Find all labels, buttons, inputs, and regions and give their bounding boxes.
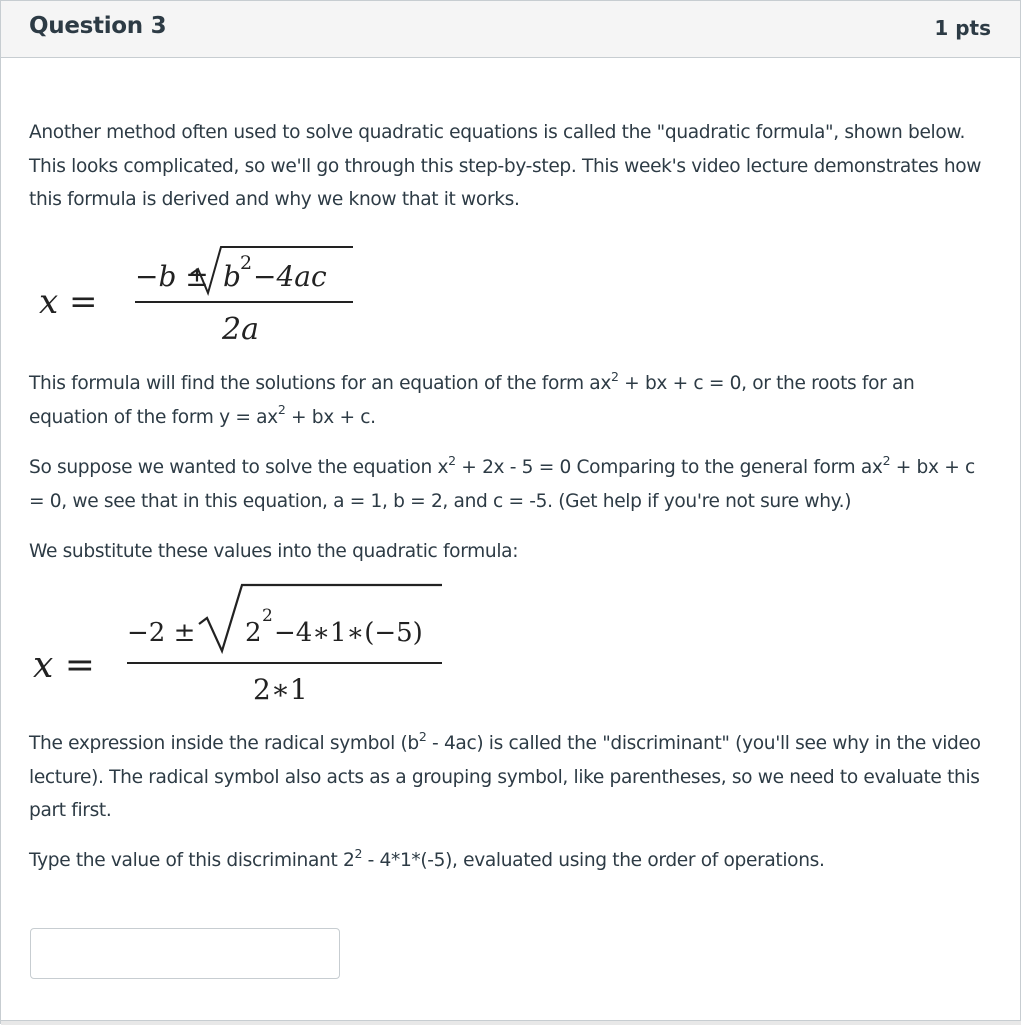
question-points: 1 pts [934,16,991,40]
form-paragraph: This formula will find the solutions for an equation of the form $ax^2$ + bx + c = 0, or the roots for an equation of the form $y = ax^2$ + bx + c. [29,368,915,428]
answer-input[interactable] [30,928,340,979]
formula-denominator: 2a [222,312,259,347]
substituted-radicand-rest: −4∗1∗(−5) [274,618,423,648]
substituted-radicand-base: 2 [245,618,262,648]
question-header [1,1,1020,58]
intro-paragraph: Another method often used to solve quadratic equations is called the "quadratic formula", shown below. This looks complicated, so we'll go through this step-by-step. This week's video lecture demonstrates how this formula is derived and why we know that it works. [29,122,982,210]
formula-numerator-prefix: −b ± [135,260,209,293]
formula-radicand-exp: 2 [240,252,253,274]
substituted-denominator: 2∗1 [253,673,308,706]
question-footer-border [1,1020,1021,1025]
formula-radicand-rest: −4ac [253,260,327,293]
substituted-lhs: x = [33,645,95,686]
example-paragraph: So suppose we wanted to solve the equation $x^2 + 2x - 5 = 0$ Comparing to the general form $ax^2$ + bx + c = 0, we see that in this equation, a = 1, b = 2, and c = -5. (Get help if you're not sure why.) [29,452,975,512]
formula-radicand-base: b [223,260,241,293]
question-title: Question 3 [29,13,167,39]
substituted-numerator-prefix: −2 ± [127,618,196,648]
substituted-formula [31,579,461,709]
substitute-paragraph: We substitute these values into the quadratic formula: [29,541,519,562]
prompt-paragraph: Type the value of this discriminant $2^2 - 4*1*(-5)$, evaluated using the order of operations. [29,845,825,871]
formula-lhs: x = [39,282,98,322]
substituted-radicand-exp: 2 [262,606,273,626]
quadratic-formula [31,241,371,351]
discriminant-paragraph: The expression inside the radical symbol $(b^2 - 4ac)$ is called the "discriminant" (you'll see why in the video lecture). The radical symbol also acts as a grouping symbol, like parentheses, so we need to evaluate this part first. [29,728,981,821]
